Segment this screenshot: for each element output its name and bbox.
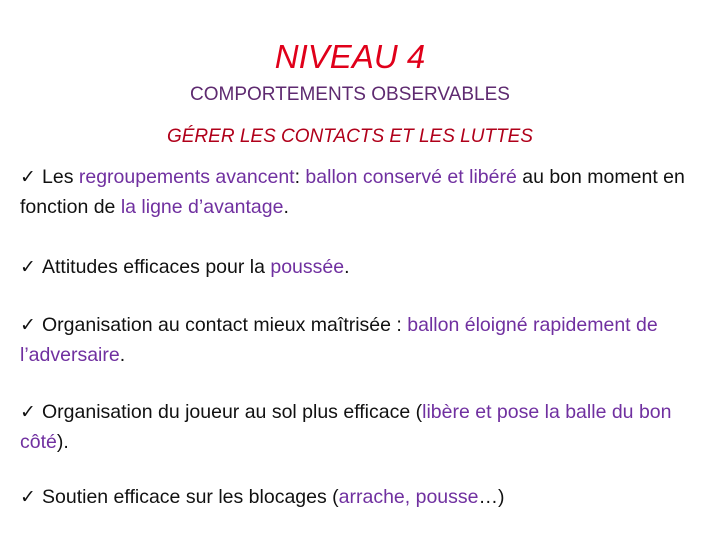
highlighted-text: ballon éloigné rapidement de l’adversaire <box>20 314 658 366</box>
plain-text: Soutien efficace sur les blocages ( <box>42 486 339 508</box>
bullet-text <box>20 401 671 453</box>
highlighted-text: poussée <box>270 256 345 278</box>
plain-text: Organisation du joueur au sol plus efficace ( <box>42 401 423 423</box>
highlighted-text: ballon conservé et libéré <box>305 166 517 188</box>
highlighted-text: libère et pose la balle du bon côté <box>20 401 672 453</box>
plain-text: : <box>294 166 306 188</box>
plain-text: Les <box>42 166 79 188</box>
highlighted-text: la ligne d’avantage <box>120 196 284 218</box>
checkmark-icon: ✓ <box>20 314 36 336</box>
plain-text: …) <box>478 486 505 508</box>
highlighted-text: arrache, pousse <box>338 486 479 508</box>
checkmark-icon: ✓ <box>20 166 36 188</box>
checkmark-icon: ✓ <box>20 401 36 423</box>
plain-text: ). <box>56 431 69 453</box>
bullet-item <box>20 252 700 282</box>
bullet-text <box>20 166 685 218</box>
checkmark-icon: ✓ <box>20 256 36 278</box>
bullet-text <box>42 486 505 508</box>
highlighted-text: regroupements avancent <box>78 166 295 188</box>
plain-text: . <box>119 344 126 366</box>
bullet-text <box>42 256 350 278</box>
plain-text: Organisation au contact mieux maîtrisée : <box>42 314 408 336</box>
plain-text: au bon moment en fonction de <box>20 166 685 218</box>
bullet-item <box>20 397 700 457</box>
plain-text: . <box>344 256 350 278</box>
checkmark-icon: ✓ <box>20 486 36 508</box>
page-title: NIVEAU 4 <box>274 38 426 75</box>
plain-text: . <box>283 196 289 218</box>
section-heading: GÉRER LES CONTACTS ET LES LUTTES <box>166 126 533 147</box>
bullet-item <box>20 162 700 222</box>
page-subtitle: COMPORTEMENTS OBSERVABLES <box>190 84 510 105</box>
plain-text: Attitudes efficaces pour la <box>42 256 271 278</box>
bullet-text <box>20 314 658 366</box>
bullet-item <box>20 310 700 370</box>
bullet-item <box>20 482 700 512</box>
